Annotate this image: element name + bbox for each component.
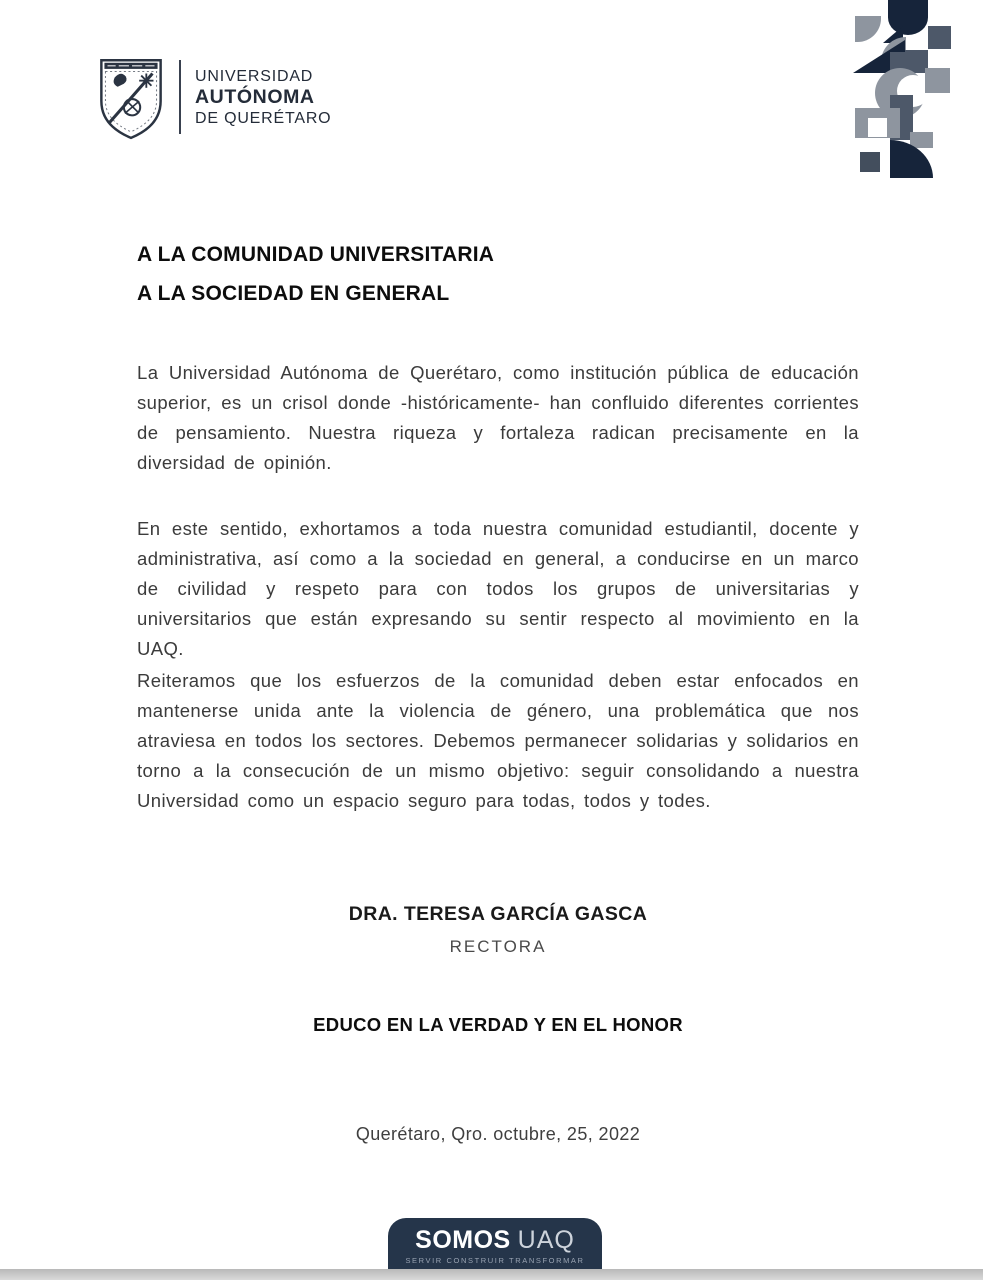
banner-tagline: SERVIR CONSTRUIR TRANSFORMAR — [405, 1256, 585, 1265]
heading-line-2: A LA SOCIEDAD EN GENERAL — [137, 282, 450, 305]
somos-uaq-banner — [388, 1218, 602, 1270]
paragraph-3: Reiteramos que los esfuerzos de la comunidad deben estar enfocados en mantenerse unida ante la violencia de género, una problemática que nos atraviesa en todos los sectores. Debemos permanecer solidarias y solidarios en torno a la consecución de un mismo objetivo: seguir consolidando a nuestra Universidad como un espacio seguro para todas, todos y todes. — [137, 670, 859, 811]
university-motto: EDUCO EN LA VERDAD Y EN EL HONOR — [313, 1014, 683, 1035]
university-logo — [95, 50, 331, 144]
mosaic-shape — [888, 0, 928, 35]
university-wordmark — [195, 66, 331, 129]
mosaic-shape — [868, 118, 887, 137]
wordmark-line-3: DE QUERÉTARO — [195, 109, 332, 127]
logo-divider — [179, 60, 181, 134]
signatory-title: RECTORA — [449, 937, 547, 956]
decorative-mosaic — [853, 0, 955, 182]
paragraph-2: En este sentido, exhortamos a toda nuestra comunidad estudiantil, docente y administrativa, así como a la sociedad en general, a conducirse en un marco de civilidad y respeto para con todos los grupos de universitarias y universitarios que están expresando su sentir respecto al movimiento en la UAQ. — [137, 518, 859, 659]
letter-heading — [137, 243, 494, 321]
heading-line-1: A LA COMUNIDAD UNIVERSITARIA — [137, 243, 495, 266]
banner-brand-uaq: UAQ — [517, 1226, 575, 1254]
banner-brand-somos: SOMOS — [415, 1226, 511, 1254]
mosaic-shape — [928, 26, 951, 49]
dateline: Querétaro, Qro. octubre, 25, 2022 — [355, 1124, 641, 1144]
mosaic-shape — [860, 152, 880, 172]
crest-star — [139, 74, 153, 88]
wordmark-line-2: AUTÓNOMA — [195, 85, 315, 108]
page-bottom-edge — [0, 1269, 983, 1280]
banner-brand — [415, 1227, 575, 1253]
wordmark-line-1: UNIVERSIDAD — [195, 67, 314, 85]
paragraph-1: La Universidad Autónoma de Querétaro, como institución pública de educación superior, es un crisol donde -históricamente- han confluido diferentes corrientes de pensamiento. Nuestra riqueza y fortaleza radican precisamente en la diversidad de opinión. — [137, 362, 859, 473]
mosaic-shape — [855, 16, 881, 42]
mosaic-shape — [925, 68, 950, 93]
university-crest-icon — [95, 50, 167, 144]
signatory-name: DRA. TERESA GARCÍA GASCA — [348, 903, 648, 925]
signature-block — [137, 903, 859, 957]
